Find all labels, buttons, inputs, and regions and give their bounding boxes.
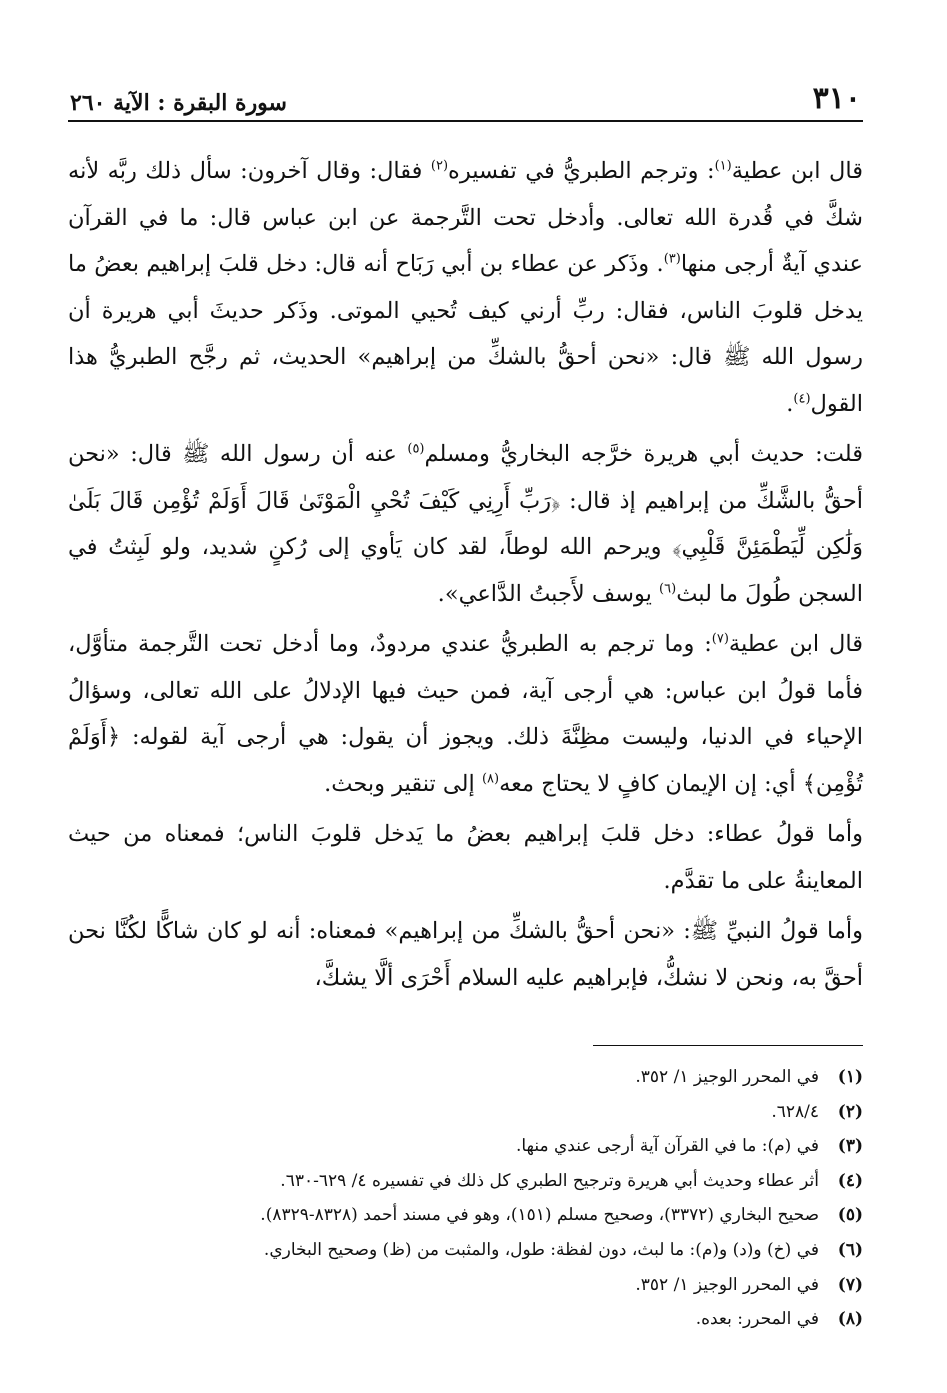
footnote bbox=[68, 1233, 863, 1268]
text-run: قلت: حديث أبي هريرة خرَّجه البخاريُّ ومسلم bbox=[424, 441, 864, 467]
text-run: وأما قولُ عطاء: دخل قلبَ إبراهيم بعضُ ما يَدخل قلوبَ الناس؛ فمعناه من حيث المعاينةُ على ما تقدَّم. bbox=[68, 821, 863, 894]
paragraph bbox=[68, 431, 863, 617]
text-run: قال ابن عطية bbox=[728, 631, 863, 657]
footnote-number: (٧) bbox=[837, 1274, 863, 1295]
footnote bbox=[68, 1129, 863, 1164]
text-run: إلى تنقير وبحث. bbox=[324, 770, 482, 797]
footnote-text: في المحرر: بعده. bbox=[695, 1309, 819, 1330]
footnote bbox=[68, 1164, 863, 1199]
footnote-text: صحيح البخاري (٣٣٧٢)، وصحيح مسلم (١٥١)، وهو في مسند أحمد (٨٣٢٨-٨٣٢٩). bbox=[260, 1205, 819, 1226]
footnote-ref[interactable]: (٤) bbox=[793, 391, 811, 406]
footnote-ref[interactable]: (٨) bbox=[481, 771, 500, 786]
page-number: ٣١٠ bbox=[812, 81, 861, 116]
page-header bbox=[68, 70, 863, 122]
footnote-ref[interactable]: (٦) bbox=[659, 581, 677, 596]
text-run: . وذَكر عن عطاء بن أبي رَبَاح أنه قال: دخل قلبَ إبراهيم بعضُ ما يدخل قلوبَ الناس، فقال: ربِّ أرني كيف تُحيي الموتى. وذَكر حديثَ أبي هريرة أن رسول الله ﷺ قال: «نحن أحقُّ بالشكِّ من إبراهيم» الحديث، ثم رجَّح الطبريُّ هذا القول bbox=[68, 251, 863, 417]
paragraph bbox=[68, 621, 863, 807]
footnote bbox=[68, 1060, 863, 1095]
footnote-text: في المحرر الوجيز ١/ ٣٥٢. bbox=[635, 1067, 819, 1087]
text-run: عنه أن رسول الله ﷺ قال: «نحن أحقُّ بالشَّكِّ من إبراهيم إذ قال: ﴿رَبِّ أَرِنِي كَيْفَ تُحْيِ الْمَوْتَىٰ قَالَ أَوَلَمْ تُؤْمِن قَالَ بَلَىٰ وَلَٰكِن لِّيَطْمَئِنَّ قَلْبِي﴾ ويرحم الله لوطاً، لقد كان يَأوي إلى رُكنٍ شديد، ولو لَبِثتُ في السجن طُولَ ما لبث bbox=[68, 441, 863, 607]
footnote-text: أثر عطاء وحديث أبي هريرة وترجيح الطبري كل ذلك في تفسيره ٤/ ٦٢٩-٦٣٠. bbox=[280, 1170, 819, 1191]
footnote bbox=[68, 1268, 863, 1303]
footnote-number: (٨) bbox=[837, 1309, 863, 1330]
text-run: : وترجم الطبريُّ في تفسيره bbox=[448, 158, 715, 184]
footnote-number: (٥) bbox=[837, 1205, 863, 1226]
text-run: وأما قولُ النبيِّ ﷺ: «نحن أحقُّ بالشكِّ من إبراهيم» فمعناه: أنه لو كان شاكًّا لكُنَّا نحن أحقَّ به، ونحن لا نشكُّ، فإبراهيم عليه السلام أَحْرَى ألَّا يشكَّ، bbox=[68, 918, 863, 991]
running-title: سورة البقرة : الآية ٢٦٠ bbox=[70, 90, 287, 116]
text-run: قال ابن عطية bbox=[731, 158, 863, 184]
footnote-ref[interactable]: (١) bbox=[714, 158, 732, 174]
footnote-ref[interactable]: (٣) bbox=[663, 251, 681, 267]
footnote-text: في المحرر الوجيز ١/ ٣٥٢. bbox=[635, 1274, 819, 1295]
footnote-text: في (خ) و(د) و(م): ما لبث، دون لفظة: طول، والمثبت من (ظ) وصحيح البخاري. bbox=[263, 1239, 819, 1260]
footnote-ref[interactable]: (٧) bbox=[711, 631, 729, 647]
footnote bbox=[68, 1095, 863, 1130]
footnote-ref[interactable]: (٥) bbox=[407, 441, 425, 457]
footnote-number: (٢) bbox=[837, 1101, 863, 1122]
footnote-number: (١) bbox=[837, 1067, 863, 1087]
text-run: فقال: وقال آخرون: سأل ذلك ربَّه لأنه شكَّ في قُدرة الله تعالى. وأدخل تحت التَّرجمة عن ابن عباس قال: ما في القرآن عندي آيةٌ أرجى منها bbox=[68, 158, 863, 277]
footnote-number: (٦) bbox=[837, 1239, 863, 1260]
text-run: . bbox=[786, 390, 794, 417]
text-run: : وما ترجم به الطبريُّ عندي مردودٌ، وما أدخل تحت التَّرجمة متأوَّل، فأما قولُ ابن عباس: هي أرجى آية، فمن حيث فيها الإدلالُ على الله تعالى، وسؤالُ الإحياء في الدنيا، وليست مظِنَّةَ ذلك. ويجوز أن يقول: هي أرجى آية لقوله: ﴿أَوَلَمْ تُؤْمِن﴾ أي: إن الإيمان كافٍ لا يحتاج معه bbox=[68, 631, 863, 797]
footnote-number: (٤) bbox=[837, 1170, 863, 1191]
footnotes bbox=[68, 1060, 863, 1337]
footnote-text: في (م): ما في القرآن آية أرجى عندي منها. bbox=[515, 1136, 819, 1157]
footnote-text: ٦٢٨/٤. bbox=[771, 1101, 819, 1122]
footnote-number: (٣) bbox=[837, 1136, 863, 1157]
paragraph bbox=[68, 148, 863, 427]
footnote-ref[interactable]: (٢) bbox=[430, 158, 449, 174]
paragraph bbox=[68, 908, 863, 1001]
book-page bbox=[68, 70, 863, 1337]
paragraph bbox=[68, 811, 863, 904]
footnote-divider bbox=[593, 1045, 863, 1046]
footnote bbox=[68, 1302, 863, 1337]
footnote bbox=[68, 1198, 863, 1233]
main-text bbox=[68, 148, 863, 1001]
text-run: يوسف لأَجبتُ الدَّاعي». bbox=[437, 580, 660, 607]
